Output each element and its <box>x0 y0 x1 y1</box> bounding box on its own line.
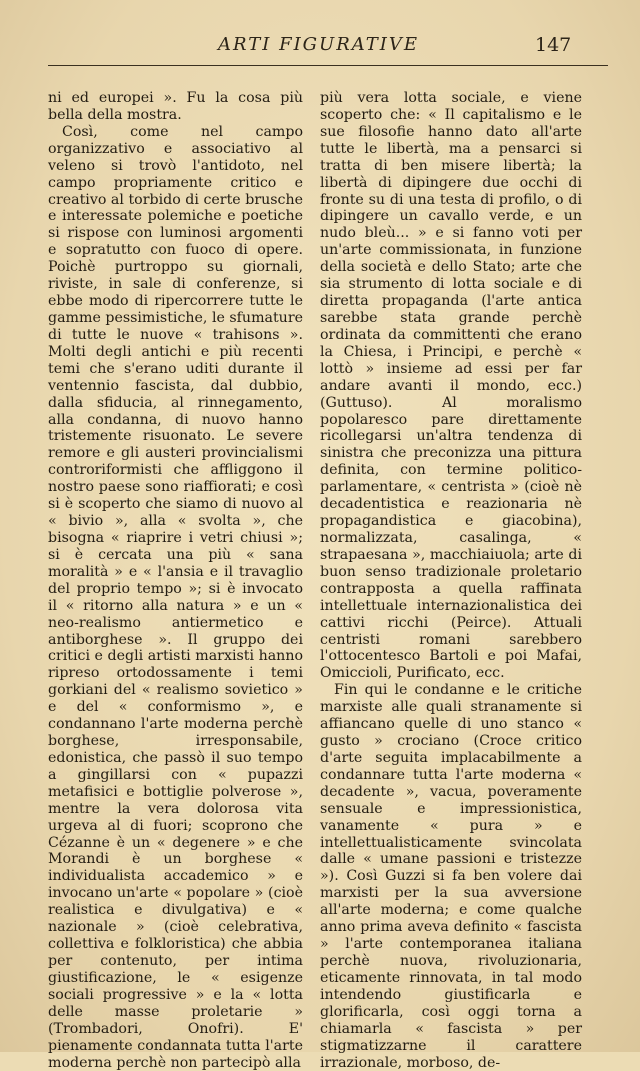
paragraph: Così, come nel campo organizzativo e associativo al veleno si trovò l'antidoto, nel campo propriamente critico e creativo al torbido di certe brusche e interessate polemiche e poetiche si rispose con luminosi argomenti e sopratutto con fuoco di opere. Poichè purtroppo su giornali, riviste, in sale di conferenze, si ebbe modo di ripercorrere tutte le gamme pessimistiche, le sfumature di tutte le nuove « trahisons ». Molti degli antichi e più recenti temi che s'erano uditi durante il ventennio fascista, dal dubbio, dalla sfiducia, al rinnegamento, alla condanna, di nuovo hanno tristemente risuonato. Le severe remore e gli austeri provincialismi controriformisti che affliggono il nostro paese sono riaffiorati; e così si è scoperto che siamo di nuovo al « bivio », alla « svolta », che bisogna « riaprire i vetri chiusi »; si è cercata una più « sana moralità » e « l'ansia e il travaglio del proprio tempo »; si è invocato il « ritorno alla natura » e un « neo-realismo antiermetico e antiborghese ». Il gruppo dei critici e degli artisti marxisti hanno ripreso ortodossamente i temi gorkiani del « realismo sovietico » e del « conformismo », e condannano l'arte moderna perchè borghese, irresponsabile, edonistica, che passò il suo tempo a gingillarsi con « pupazzi metafisici e bottiglie polverose », mentre la vera dolorosa vita urgeva al di fuori; scoprono che Cézanne è un « degenere » e che Morandi è un borghese « individualista accademico » e invocano un'arte « popolare » (cioè realistica e divulgativa) e « nazionale » (cioè celebrativa, collettiva e folkloristica) che abbia per contenuto, per intima giustificazione, le « esigenze sociali progressive » e la « lotta delle masse proletarie » (Trombadori, Onofri). E' pienamente condannata tutta l'arte moderna perchè non partecipò alla <box>48 123 303 1071</box>
left-column <box>48 90 303 1071</box>
page-number: 147 <box>535 34 572 56</box>
running-head: ARTI FIGURATIVE <box>218 34 420 55</box>
paragraph: più vera lotta sociale, e viene scoperto che: « Il capitalismo e le sue filosofie hanno dato all'arte tutte le libertà, ma a pensarci si tratta di ben misere libertà; la libertà di dipingere due occhi di fronte su di una testa di profilo, o di dipingere un cavallo verde, e un nudo bleù... » e si fanno voti per un'arte commissionata, in funzione della società e dello Stato; arte che sia strumento di lotta sociale e di diretta propaganda (l'arte antica sarebbe stata grande perchè ordinata da committenti che erano la Chiesa, i Principi, e perchè « lottò » insieme ad essi per far andare avanti il mondo, ecc.) (Guttuso). Al moralismo popolaresco pare direttamente ricollegarsi un'altra tendenza di sinistra che preconizza una pittura definita, con termine politico-parlamentare, « centrista » (cioè nè decadentistica e reazionaria nè propagandistica e giacobina), normalizzata, casalinga, « strapaesana », macchiaiuola; arte di buon senso tradizionale proletario contrapposta a quella raffinata intellettuale internazionalistica dei cattivi ricchi (Peirce). Attuali centristi romani sarebbero l'ottocentesco Bartoli e poi Mafai, Omiccioli, Purificato, ecc. <box>320 90 582 682</box>
header-rule <box>48 65 608 66</box>
paragraph: ni ed europei ». Fu la cosa più bella della mostra. <box>48 90 303 123</box>
right-column <box>320 90 582 1071</box>
page-header <box>48 24 608 64</box>
paragraph: Fin qui le condanne e le critiche marxiste alle quali stranamente si affiancano quelle di uno stanco « gusto » crociano (Croce critico d'arte seguita implacabilmente a condannare tutta l'arte moderna « decadente », vacua, poveramente sensuale e impressionistica, vanamente « pura » e intellettualisticamente svincolata dalle « umane passioni e tristezze »). Così Guzzi si fa ben volere dai marxisti per la sua avversione all'arte moderna; e come qualche anno prima aveva definito « fascista » l'arte contemporanea italiana perchè nuova, rivoluzionaria, eticamente rinnovata, in tal modo intendendo giustificarla e glorificarla, così oggi torna a chiamarla « fascista » per stigmatizzarne il carattere irrazionale, morboso, de- <box>320 682 582 1071</box>
